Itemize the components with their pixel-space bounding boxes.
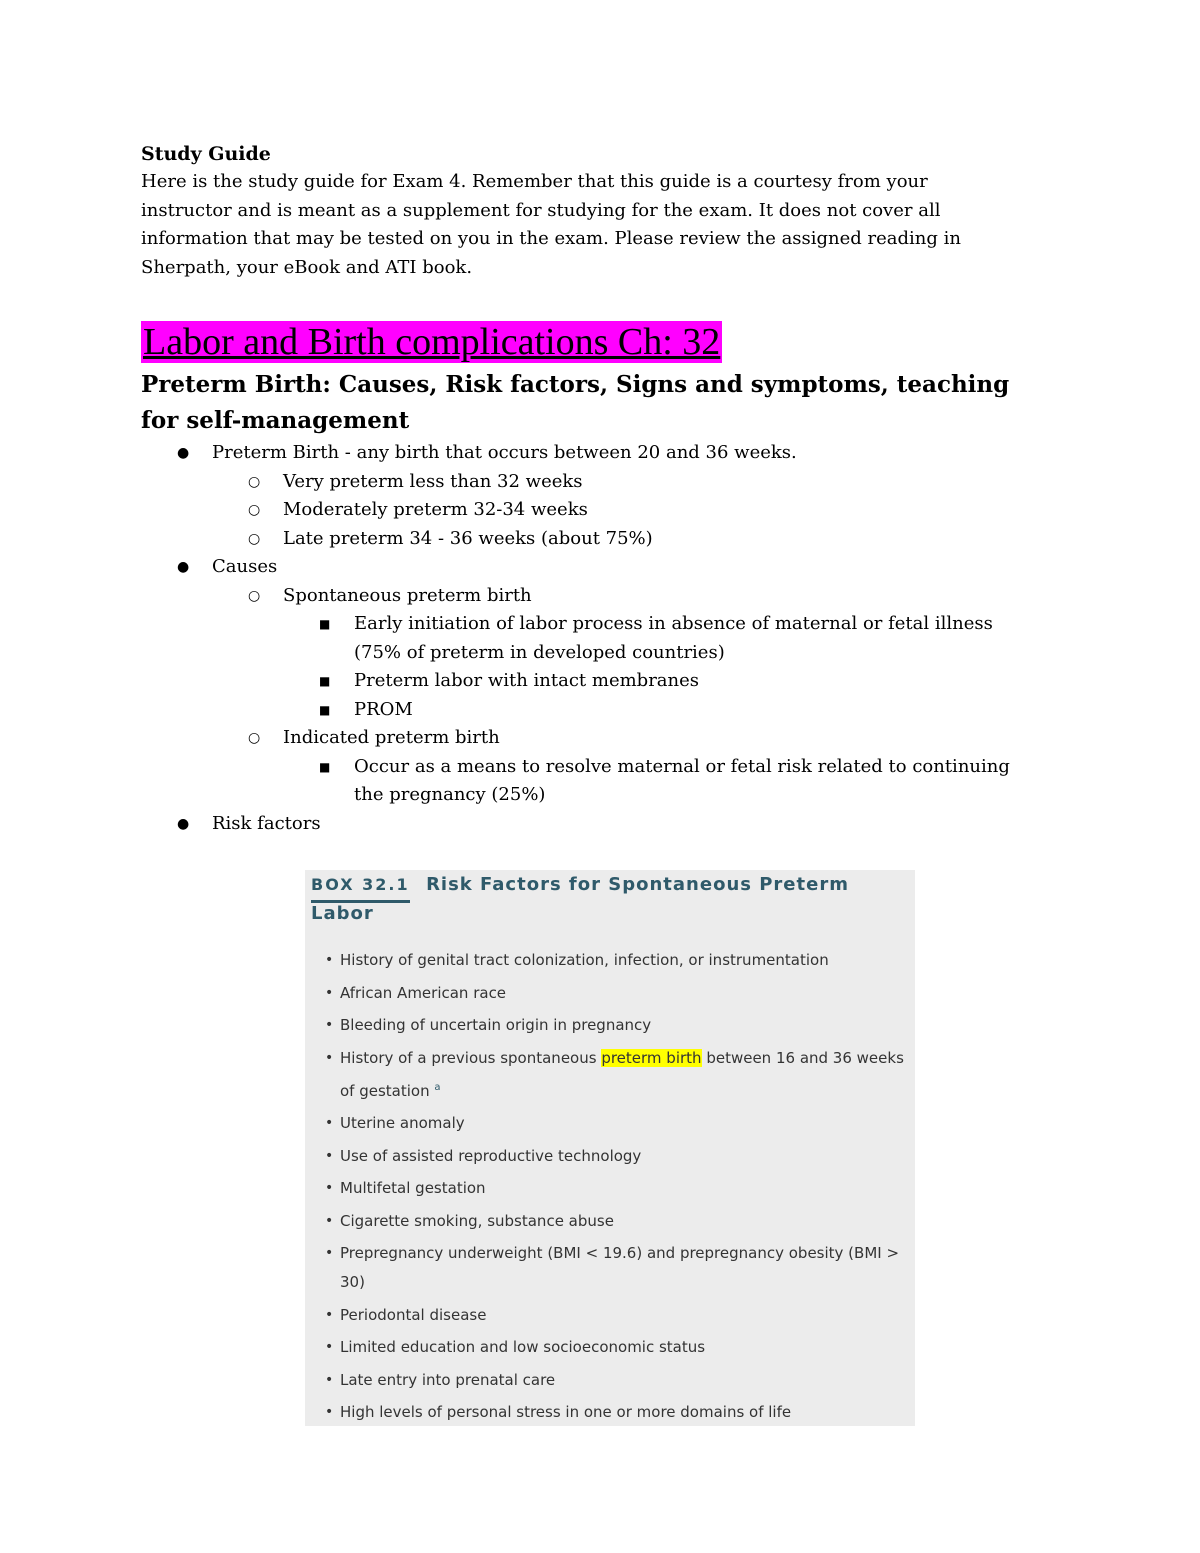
list-item: • Use of assisted reproductive technology — [325, 1142, 915, 1171]
chapter-heading-text: Labor and Birth complications Ch: 32 — [143, 321, 721, 363]
list-item: ■ PROM — [283, 696, 1041, 725]
list-item: • History of a previous spontaneous preterm birth between 16 and 36 weeks of gestation $^a$ — [325, 1044, 915, 1106]
list-item: ○ Indicated preterm birth ■ Occur as a means to resolve maternal or fetal risk related to continuing the pregnancy (25%) — [212, 724, 1041, 810]
sub-list — [212, 582, 1041, 810]
bullet-square-icon: ■ — [319, 759, 331, 774]
bullet-disc-icon: • — [325, 984, 334, 1001]
bullet-disc-icon: • — [325, 1371, 334, 1388]
bullet-circle-icon: ○ — [248, 587, 261, 604]
list-item — [141, 553, 1041, 810]
footnote-marker[interactable]: a — [434, 1081, 441, 1093]
document-page — [141, 140, 1041, 838]
section-heading: Preterm Birth: Causes, Risk factors, Signs and symptoms, teaching for self-management — [141, 371, 1010, 434]
box-header — [311, 874, 915, 924]
box-title: Risk Factors for Spontaneous Preterm Labor — [311, 874, 849, 924]
bullet-disc-icon: • — [325, 1245, 334, 1261]
box-number: BOX 32.1 — [311, 875, 410, 903]
bullet-circle-icon: ○ — [248, 473, 261, 490]
bullet-disc-icon: • — [325, 1212, 334, 1229]
list-item: ■ Early initiation of labor process in absence of maternal or fetal illness (75% of preterm in developed countries) — [283, 610, 1041, 667]
bullet-disc-icon: • — [325, 952, 334, 968]
list-item: • History of genital tract colonization, infection, or instrumentation — [325, 946, 915, 975]
bullet-disc-icon: • — [325, 1339, 334, 1355]
outline-list — [141, 439, 1041, 838]
chapter-heading — [141, 320, 1041, 365]
causes-label: Causes — [212, 556, 278, 577]
risk-factors-box-image — [305, 870, 915, 1426]
risk-factors-label: Risk factors — [212, 812, 321, 834]
list-item: • Multifetal gestation — [325, 1174, 915, 1203]
list-item: ○ Spontaneous preterm birth ■ Early initiation of labor process in absence of maternal or fetal illness (75% of preterm in developed countries) ■ Preterm labor with intact membranes ■ PROM — [212, 582, 1041, 725]
bullet-square-icon: ■ — [319, 702, 331, 717]
bullet-square-icon: ■ — [319, 674, 331, 688]
list-item: • Limited education and low socioeconomic status — [325, 1333, 915, 1362]
bullet-disc-icon: • — [325, 1404, 334, 1420]
list-item: • Late entry into prenatal care — [325, 1366, 915, 1395]
list-item: • Uterine anomaly — [325, 1109, 915, 1138]
study-guide-title: Study Guide — [141, 143, 271, 165]
bullet-disc-icon: • — [325, 1180, 334, 1196]
bullet-circle-icon: ○ — [248, 530, 261, 547]
list-item: • Bleeding of uncertain origin in pregnancy — [325, 1011, 915, 1040]
bullet-circle-icon: ○ — [248, 502, 261, 518]
bullet-disc-icon: ● — [177, 559, 190, 575]
bullet-disc-icon: • — [325, 1306, 334, 1323]
bullet-disc-icon: • — [325, 1115, 334, 1131]
list-item — [141, 439, 1041, 553]
bullet-disc-icon: • — [325, 1049, 334, 1066]
bullet-disc-icon: ● — [177, 445, 190, 461]
list-item — [141, 810, 1041, 839]
list-item: • Periodontal disease — [325, 1301, 915, 1330]
sub-list — [212, 468, 1041, 554]
list-item: • Cigarette smoking, substance abuse — [325, 1207, 915, 1236]
preterm-definition: Preterm Birth - any birth that occurs between 20 and 36 weeks. — [212, 442, 797, 463]
bullet-disc-icon: • — [325, 1147, 334, 1164]
highlighted-text: preterm birth — [601, 1048, 702, 1067]
bullet-square-icon: ■ — [319, 617, 331, 631]
list-item: • Prepregnancy underweight (BMI < 19.6) and prepregnancy obesity (BMI > 30) — [325, 1239, 915, 1297]
list-item: ■ Preterm labor with intact membranes — [283, 667, 1041, 696]
list-item: • African American race — [325, 979, 915, 1008]
list-item: ○ Moderately preterm 32-34 weeks — [212, 496, 1041, 525]
list-item: ○ Very preterm less than 32 weeks — [212, 468, 1041, 497]
list-item: ○ Late preterm 34 - 36 weeks (about 75%) — [212, 525, 1041, 554]
sub-sub-list — [283, 753, 1041, 810]
list-item: • High levels of personal stress in one or more domains of life — [325, 1398, 915, 1427]
bullet-disc-icon: • — [325, 1017, 334, 1033]
box-risk-list — [325, 946, 915, 1431]
bullet-circle-icon: ○ — [248, 730, 261, 746]
intro-paragraph: Here is the study guide for Exam 4. Remember that this guide is a courtesy from your instructor and is meant as a supplement for studying for the exam. It does not cover all information that may be tested on you in the exam. Please review the assigned reading in Sherpath, your eBook and ATI book. — [141, 171, 961, 278]
sub-sub-list — [283, 610, 1041, 724]
bullet-disc-icon: ● — [177, 815, 190, 832]
list-item: ■ Occur as a means to resolve maternal or fetal risk related to continuing the pregnancy (25%) — [283, 753, 1041, 810]
